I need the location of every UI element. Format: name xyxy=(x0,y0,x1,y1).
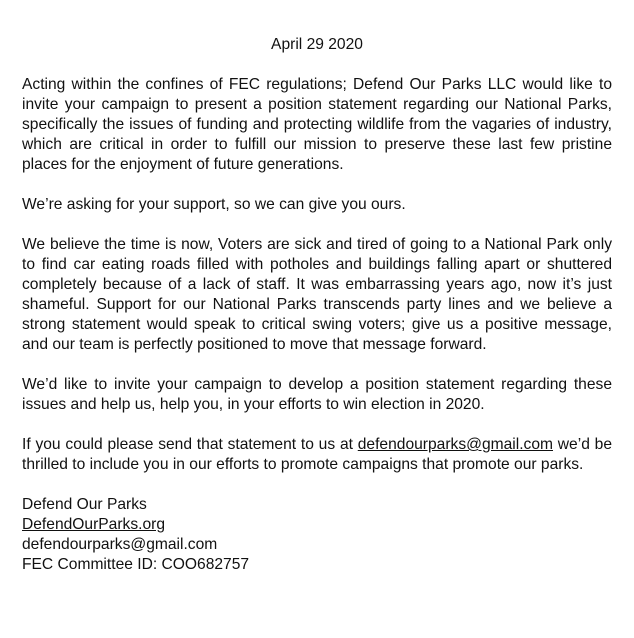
signature-block xyxy=(22,495,612,575)
paragraph-support: We’re asking for your support, so we can give you ours. xyxy=(22,196,406,213)
contact-text-after: we’d be thrilled to include you in our efforts to promote campaigns that promote our parks. xyxy=(22,436,612,473)
contact-text-before: If you could please send that statement to us at xyxy=(22,436,358,453)
signature-email: defendourparks@gmail.com xyxy=(22,536,218,553)
letter-date: April 29 2020 xyxy=(271,36,363,53)
signature-website-link[interactable]: DefendOurParks.org xyxy=(22,516,166,533)
signature-org-name: Defend Our Parks xyxy=(22,496,147,513)
letter-page xyxy=(22,35,612,575)
paragraph-contact xyxy=(22,435,612,475)
paragraph-argument: We believe the time is now, Voters are sick and tired of going to a National Park only to find car eating roads filled with potholes and buildings falling apart or shuttered completely because of a lack of staff. It was embarrassing years ago, now it’s just shameful. Support for our National Parks transcends party lines and we believe a strong statement would speak to critical swing voters; give us a positive message, and our team is perfectly positioned to move that message forward. xyxy=(22,236,612,353)
paragraph-invitation: We’d like to invite your campaign to develop a position statement regarding these issues and help us, help you, in your efforts to win election in 2020. xyxy=(22,376,612,413)
signature-committee-id: FEC Committee ID: COO682757 xyxy=(22,556,250,573)
contact-email-link[interactable]: defendourparks@gmail.com xyxy=(357,436,553,453)
paragraph-intro: Acting within the confines of FEC regulations; Defend Our Parks LLC would like to invite your campaign to present a position statement regarding our National Parks, specifically the issues of funding and protecting wildlife from the vagaries of industry, which are critical in order to fulfill our mission to preserve these last few pristine places for the enjoyment of future generations. xyxy=(22,76,612,173)
